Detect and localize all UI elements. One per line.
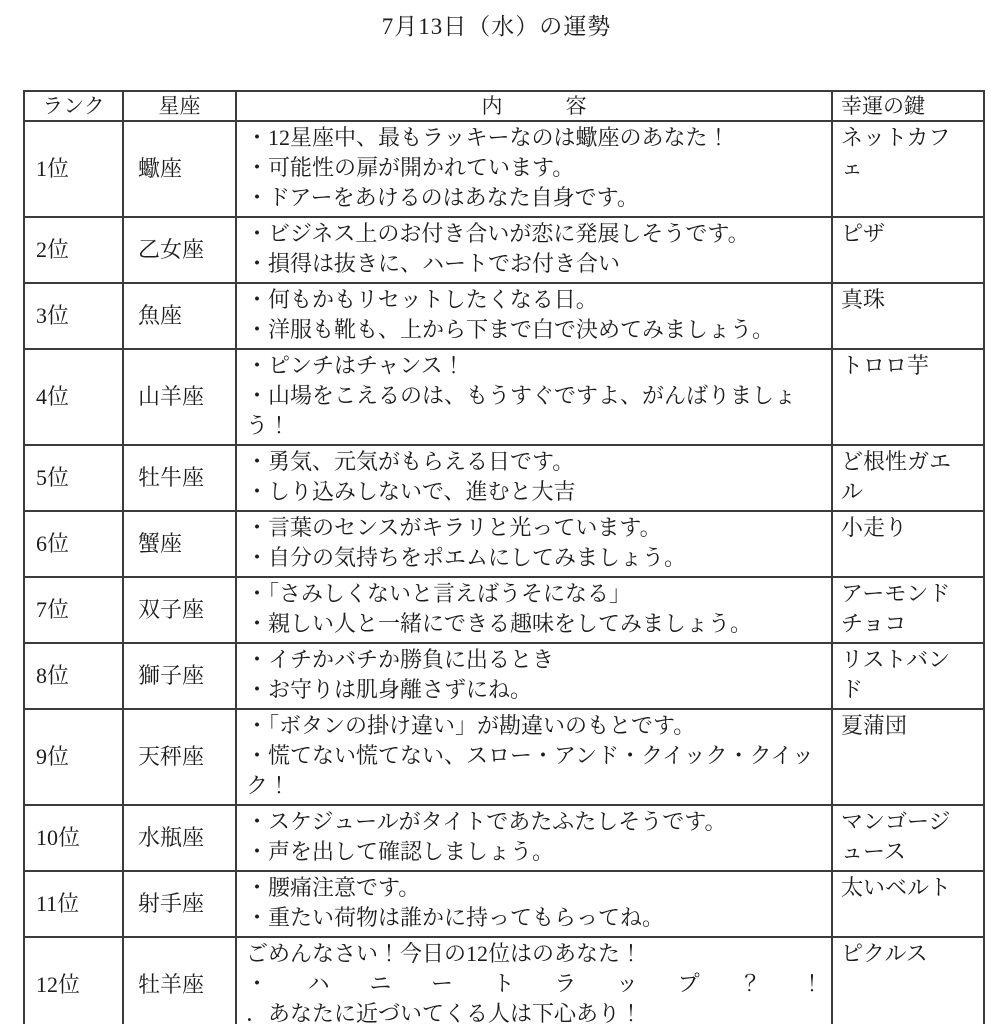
table-row	[24, 511, 984, 577]
rank-cell: 12位	[24, 937, 123, 1024]
sign-cell: 牡牛座	[123, 445, 236, 511]
content-line: ・重たい荷物は誰かに持ってもらってね。	[246, 905, 665, 930]
content-line: ・親しい人と一緒にできる趣味をしてみましょう。	[246, 611, 753, 636]
rank-cell: 9位	[24, 709, 123, 805]
content-line: ・可能性の扉が開かれています。	[246, 155, 575, 180]
fortune-table-body	[24, 121, 984, 1024]
header-sign: 星座	[123, 91, 236, 121]
sign-cell: 蟹座	[123, 511, 236, 577]
lucky-key-cell: ど根性ガエル	[832, 445, 984, 511]
lucky-key-cell: ピザ	[832, 217, 984, 283]
content-line: ・腰痛注意です。	[246, 875, 421, 900]
content-line: ・12星座中、最もラッキーなのは蠍座のあなた！	[246, 125, 730, 150]
content-cell	[236, 349, 832, 445]
lucky-key-cell: ピクルス	[832, 937, 984, 1024]
page-title: 7月13日（水）の運勢	[381, 14, 612, 39]
lucky-key-cell: トロロ芋	[832, 349, 984, 445]
content-line: ・スケジュールがタイトであたふたしそうです。	[246, 809, 727, 834]
header-lucky-key: 幸運の鍵	[832, 91, 984, 121]
content-line: ・勇気、元気がもらえる日です。	[246, 449, 575, 474]
content-line: ・損得は抜きに、ハートでお付き合い	[246, 251, 621, 276]
content-cell	[236, 217, 832, 283]
content-line: ・「ボタンの掛け違い」が勘違いのもとです。	[246, 713, 696, 738]
lucky-key-cell: 小走り	[832, 511, 984, 577]
sign-cell: 牡羊座	[123, 937, 236, 1024]
content-line: ごめんなさい！今日の12位はのあなた！	[246, 941, 643, 966]
content-cell	[236, 805, 832, 871]
lucky-key-cell: マンゴージュース	[832, 805, 984, 871]
rank-cell: 5位	[24, 445, 123, 511]
rank-cell: 4位	[24, 349, 123, 445]
table-row	[24, 937, 984, 1024]
table-row	[24, 805, 984, 871]
sign-cell: 水瓶座	[123, 805, 236, 871]
table-row	[24, 217, 984, 283]
fortune-table-header	[24, 91, 984, 121]
header-content: 内 容	[236, 91, 832, 121]
content-line: ・ ハ ニ ー ト ラ ッ プ ？ ！	[246, 971, 823, 996]
content-cell	[236, 577, 832, 643]
rank-cell: 11位	[24, 871, 123, 937]
table-row	[24, 643, 984, 709]
lucky-key-cell: リストバンド	[832, 643, 984, 709]
table-row	[24, 445, 984, 511]
lucky-key-cell: アーモンドチョコ	[832, 577, 984, 643]
table-row	[24, 871, 984, 937]
sign-cell: 射手座	[123, 871, 236, 937]
table-row	[24, 577, 984, 643]
lucky-key-cell: ネットカフェ	[832, 121, 984, 217]
content-cell	[236, 511, 832, 577]
table-row	[24, 283, 984, 349]
header-rank: ランク	[24, 91, 123, 121]
content-cell	[236, 709, 832, 805]
rank-cell: 7位	[24, 577, 123, 643]
content-line: ・自分の気持ちをポエムにしてみましょう。	[246, 545, 687, 570]
table-row	[24, 709, 984, 805]
rank-cell: 1位	[24, 121, 123, 217]
rank-cell: 2位	[24, 217, 123, 283]
content-line: ・ピンチはチャンス！	[246, 353, 465, 378]
content-cell	[236, 871, 832, 937]
content-line: ・何もかもリセットしたくなる日。	[246, 287, 598, 312]
sign-cell: 双子座	[123, 577, 236, 643]
fortune-table	[23, 90, 985, 1024]
header-row	[24, 91, 984, 121]
content-line: ・しり込みしないで、進むと大吉	[246, 479, 576, 504]
sign-cell: 天秤座	[123, 709, 236, 805]
sign-cell: 魚座	[123, 283, 236, 349]
content-line: ・洋服も靴も、上から下まで白で決めてみましょう。	[246, 317, 775, 342]
content-cell	[236, 121, 832, 217]
content-line: ・言葉のセンスがキラリと光っています。	[246, 515, 662, 540]
content-cell	[236, 283, 832, 349]
rank-cell: 6位	[24, 511, 123, 577]
sign-cell: 乙女座	[123, 217, 236, 283]
table-row	[24, 349, 984, 445]
content-line: ・ドアーをあけるのはあなた自身です。	[246, 185, 639, 210]
content-cell	[236, 937, 832, 1024]
rank-cell: 3位	[24, 283, 123, 349]
rank-cell: 8位	[24, 643, 123, 709]
sign-cell: 山羊座	[123, 349, 236, 445]
sign-cell: 獅子座	[123, 643, 236, 709]
content-line: ．あなたに近づいてくる人は下心あり！	[246, 1001, 643, 1024]
rank-cell: 10位	[24, 805, 123, 871]
lucky-key-cell: 夏蒲団	[832, 709, 984, 805]
content-line: ・「さみしくないと言えばうそになる」	[246, 581, 632, 606]
sign-cell: 蠍座	[123, 121, 236, 217]
content-cell	[236, 445, 832, 511]
table-row	[24, 121, 984, 217]
content-line: ・山場をこえるのは、もうすぐですよ、がんばりましょう！	[246, 383, 797, 438]
content-line: ・ビジネス上のお付き合いが恋に発展しそうです。	[246, 221, 750, 246]
content-line: ・声を出して確認しましょう。	[246, 839, 555, 864]
content-line: ・慌てない慌てない、スロー・アンド・クイック・クイック！	[246, 743, 815, 798]
content-line: ・イチかバチか勝負に出るとき	[246, 647, 555, 672]
content-line: ・お守りは肌身離さずにね。	[246, 677, 533, 702]
lucky-key-cell: 真珠	[832, 283, 984, 349]
lucky-key-cell: 太いベルト	[832, 871, 984, 937]
content-cell	[236, 643, 832, 709]
